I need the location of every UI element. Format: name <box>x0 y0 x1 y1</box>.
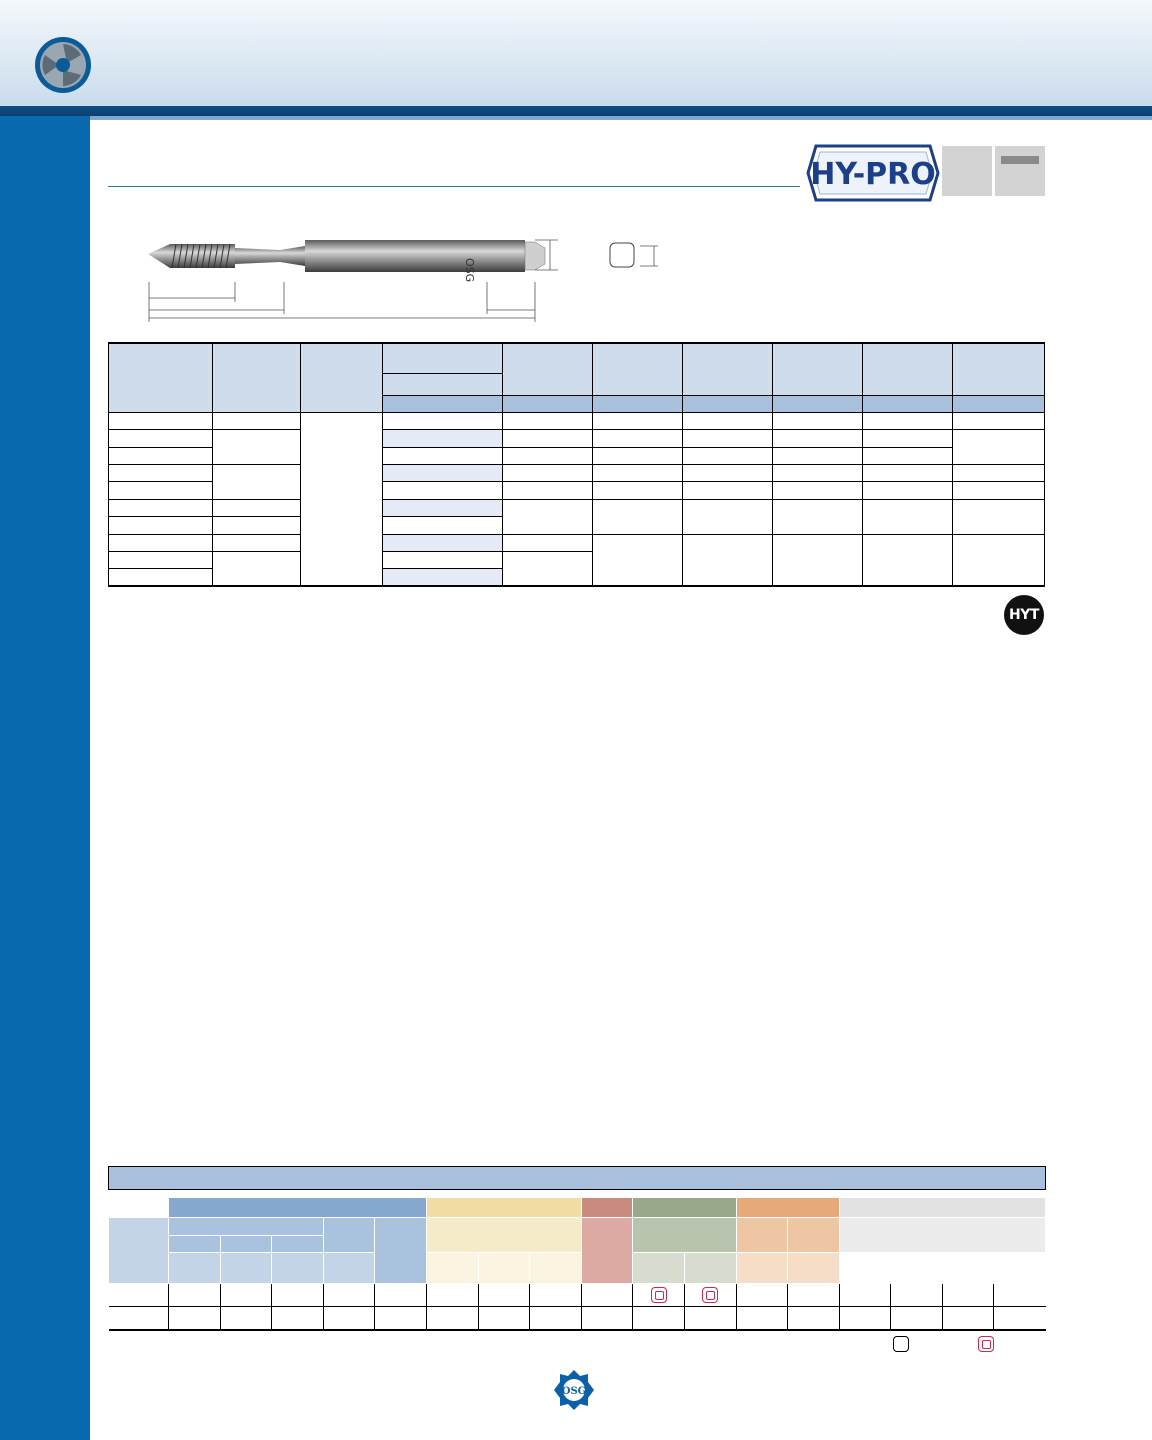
table-cell <box>773 412 863 429</box>
table-cell <box>839 1307 891 1330</box>
table-cell <box>383 569 503 586</box>
table-cell <box>427 1307 479 1330</box>
table-cell <box>272 1235 324 1253</box>
table-cell <box>427 1218 582 1253</box>
header-band <box>0 0 1152 108</box>
table-cell <box>863 447 953 464</box>
table-cell <box>593 482 683 499</box>
table-cell <box>301 412 383 586</box>
table-cell <box>953 465 1045 482</box>
svg-text:HY-PRO: HY-PRO <box>810 157 936 192</box>
table-cell <box>953 534 1045 586</box>
table-cell <box>994 1253 1046 1284</box>
header-stripe-light <box>0 116 1152 120</box>
table-cell <box>503 534 593 551</box>
table-cell <box>773 499 863 534</box>
table-cell <box>427 1253 479 1284</box>
table-cell <box>683 482 773 499</box>
spec-header-cell <box>383 343 503 373</box>
table-cell <box>788 1253 840 1284</box>
other-group-header <box>839 1198 1045 1218</box>
table-cell <box>503 482 593 499</box>
spec-header-cell <box>863 343 953 395</box>
table-cell <box>109 447 213 464</box>
table-cell <box>213 517 301 534</box>
table-cell <box>169 1235 221 1253</box>
table-cell <box>109 465 213 482</box>
table-cell <box>375 1284 427 1307</box>
table-cell <box>383 552 503 569</box>
table-cell <box>788 1284 840 1307</box>
table-cell <box>773 482 863 499</box>
table-cell <box>220 1284 272 1307</box>
spec-header-row <box>109 343 1045 373</box>
spec-unit-cell <box>383 395 503 412</box>
table-cell <box>272 1307 324 1330</box>
table-cell <box>503 465 593 482</box>
spec-header-cell <box>593 343 683 395</box>
table-cell <box>773 447 863 464</box>
svg-text:OSG: OSG <box>463 258 476 283</box>
table-cell <box>953 482 1045 499</box>
table-cell <box>581 1218 633 1284</box>
cast-iron-group-header <box>581 1198 633 1218</box>
double-rounded-square-red-icon <box>978 1336 994 1352</box>
table-cell <box>683 430 773 447</box>
table-cell <box>213 534 301 551</box>
table-cell <box>213 412 301 429</box>
table-cell <box>109 1218 169 1284</box>
table-cell <box>683 447 773 464</box>
table-row <box>109 412 1045 429</box>
table-cell <box>375 1218 427 1284</box>
table-cell <box>109 499 213 516</box>
table-cell <box>839 1253 891 1284</box>
table-cell <box>953 430 1045 465</box>
table-cell <box>383 499 503 516</box>
table-cell <box>109 1307 169 1330</box>
table-cell <box>169 1307 221 1330</box>
table-cell <box>633 1218 736 1253</box>
table-cell <box>503 430 593 447</box>
table-cell <box>220 1235 272 1253</box>
materials-data-row <box>109 1284 1046 1307</box>
recommended-mark-icon <box>702 1287 718 1303</box>
table-cell <box>109 1284 169 1307</box>
osg-tap-badge-icon <box>34 36 92 94</box>
spec-unit-cell <box>503 395 593 412</box>
steel-group-header <box>169 1198 427 1218</box>
table-cell <box>383 517 503 534</box>
table-cell <box>581 1307 633 1330</box>
table-cell <box>773 465 863 482</box>
table-cell <box>530 1284 582 1307</box>
table-cell <box>684 1253 736 1284</box>
alloy-group-header <box>736 1198 839 1218</box>
spec-header-cell <box>503 343 593 395</box>
materials-leaf-row <box>109 1253 1046 1284</box>
table-cell <box>323 1307 375 1330</box>
table-cell <box>736 1253 788 1284</box>
table-cell <box>323 1253 375 1284</box>
table-cell <box>891 1284 943 1307</box>
table-cell <box>530 1253 582 1284</box>
table-cell <box>220 1253 272 1284</box>
table-cell <box>863 482 953 499</box>
table-cell <box>863 412 953 429</box>
table-cell <box>684 1307 736 1330</box>
materials-table <box>108 1197 1046 1331</box>
spec-unit-cell <box>773 395 863 412</box>
table-row <box>109 430 1045 447</box>
table-cell <box>736 1284 788 1307</box>
table-cell <box>593 412 683 429</box>
table-cell <box>109 1198 169 1218</box>
table-cell <box>109 569 213 586</box>
table-cell <box>593 499 683 534</box>
spec-unit-cell <box>953 395 1045 412</box>
table-cell <box>220 1307 272 1330</box>
table-cell <box>213 552 301 587</box>
table-row <box>109 465 1045 482</box>
table-row <box>109 499 1045 516</box>
table-row <box>109 534 1045 551</box>
materials-subgroup-row <box>109 1218 1046 1236</box>
table-cell <box>593 447 683 464</box>
table-cell <box>383 465 503 482</box>
table-cell <box>736 1307 788 1330</box>
table-cell <box>169 1253 221 1284</box>
svg-text:OSG: OSG <box>561 1386 587 1397</box>
table-cell <box>503 552 593 587</box>
spec-header-cell <box>383 373 503 395</box>
table-cell <box>684 1284 736 1307</box>
table-cell <box>773 534 863 586</box>
spec-unit-cell <box>593 395 683 412</box>
table-cell <box>503 447 593 464</box>
table-cell <box>593 430 683 447</box>
spec-header-cell <box>109 343 213 412</box>
table-cell <box>683 465 773 482</box>
table-cell <box>109 482 213 499</box>
table-cell <box>109 552 213 569</box>
table-cell <box>503 499 593 534</box>
spec-unit-cell <box>863 395 953 412</box>
table-cell <box>383 447 503 464</box>
table-cell <box>503 412 593 429</box>
table-cell <box>213 499 301 516</box>
table-cell <box>891 1253 943 1284</box>
table-cell <box>323 1218 375 1253</box>
table-cell <box>942 1253 994 1284</box>
table-cell <box>788 1307 840 1330</box>
table-cell <box>683 499 773 534</box>
table-cell <box>683 534 773 586</box>
table-cell <box>530 1307 582 1330</box>
materials-title-bar <box>108 1166 1046 1190</box>
table-cell <box>169 1218 324 1236</box>
table-cell <box>736 1218 788 1253</box>
spec-header-cell <box>301 343 383 412</box>
header-stripe <box>0 106 1152 116</box>
materials-group-row <box>109 1198 1046 1218</box>
table-cell <box>478 1253 530 1284</box>
nonferrous-group-header <box>633 1198 736 1218</box>
table-cell <box>863 430 953 447</box>
table-cell <box>109 430 213 447</box>
spec-header-cell <box>683 343 773 395</box>
table-cell <box>953 499 1045 534</box>
table-cell <box>942 1307 994 1330</box>
table-cell <box>953 412 1045 429</box>
table-cell <box>863 534 953 586</box>
table-cell <box>272 1253 324 1284</box>
table-cell <box>383 534 503 551</box>
left-side-bar <box>0 116 90 1440</box>
table-cell <box>773 430 863 447</box>
table-cell <box>213 465 301 500</box>
table-cell <box>323 1284 375 1307</box>
spec-table <box>108 342 1045 587</box>
table-cell <box>478 1284 530 1307</box>
materials-data-row <box>109 1307 1046 1330</box>
table-cell <box>109 517 213 534</box>
osg-footer-logo <box>552 1368 596 1412</box>
recommended-mark-icon <box>651 1287 667 1303</box>
table-cell <box>593 465 683 482</box>
table-cell <box>383 412 503 429</box>
table-cell <box>169 1284 221 1307</box>
table-cell <box>478 1307 530 1330</box>
table-cell <box>788 1218 840 1253</box>
spec-header-cell <box>213 343 301 412</box>
table-cell <box>633 1284 685 1307</box>
table-cell <box>942 1284 994 1307</box>
title-rule <box>108 186 800 187</box>
table-cell <box>272 1284 324 1307</box>
grey-tab-bar-icon <box>995 146 1045 196</box>
hypro-logo <box>806 142 940 204</box>
table-cell <box>994 1284 1046 1307</box>
table-cell <box>863 465 953 482</box>
table-cell <box>109 534 213 551</box>
table-cell <box>683 412 773 429</box>
stainless-group-header <box>427 1198 582 1218</box>
table-cell <box>633 1307 685 1330</box>
table-cell <box>593 534 683 586</box>
spec-unit-cell <box>683 395 773 412</box>
table-cell <box>109 412 213 429</box>
grey-tab-icon <box>942 146 992 196</box>
spec-header-cell <box>773 343 863 395</box>
table-cell <box>383 482 503 499</box>
table-cell <box>427 1284 479 1307</box>
table-cell <box>375 1307 427 1330</box>
table-cell <box>633 1253 685 1284</box>
spec-header-cell <box>953 343 1045 395</box>
hyt-badge: HYT <box>1004 595 1044 635</box>
table-cell <box>994 1307 1046 1330</box>
table-cell <box>383 430 503 447</box>
table-cell <box>839 1284 891 1307</box>
rounded-square-outline-icon <box>893 1336 909 1352</box>
table-cell <box>863 499 953 534</box>
table-cell <box>581 1284 633 1307</box>
table-cell <box>891 1307 943 1330</box>
tap-diagram <box>140 226 680 326</box>
table-cell <box>839 1218 1045 1253</box>
table-cell <box>213 430 301 465</box>
